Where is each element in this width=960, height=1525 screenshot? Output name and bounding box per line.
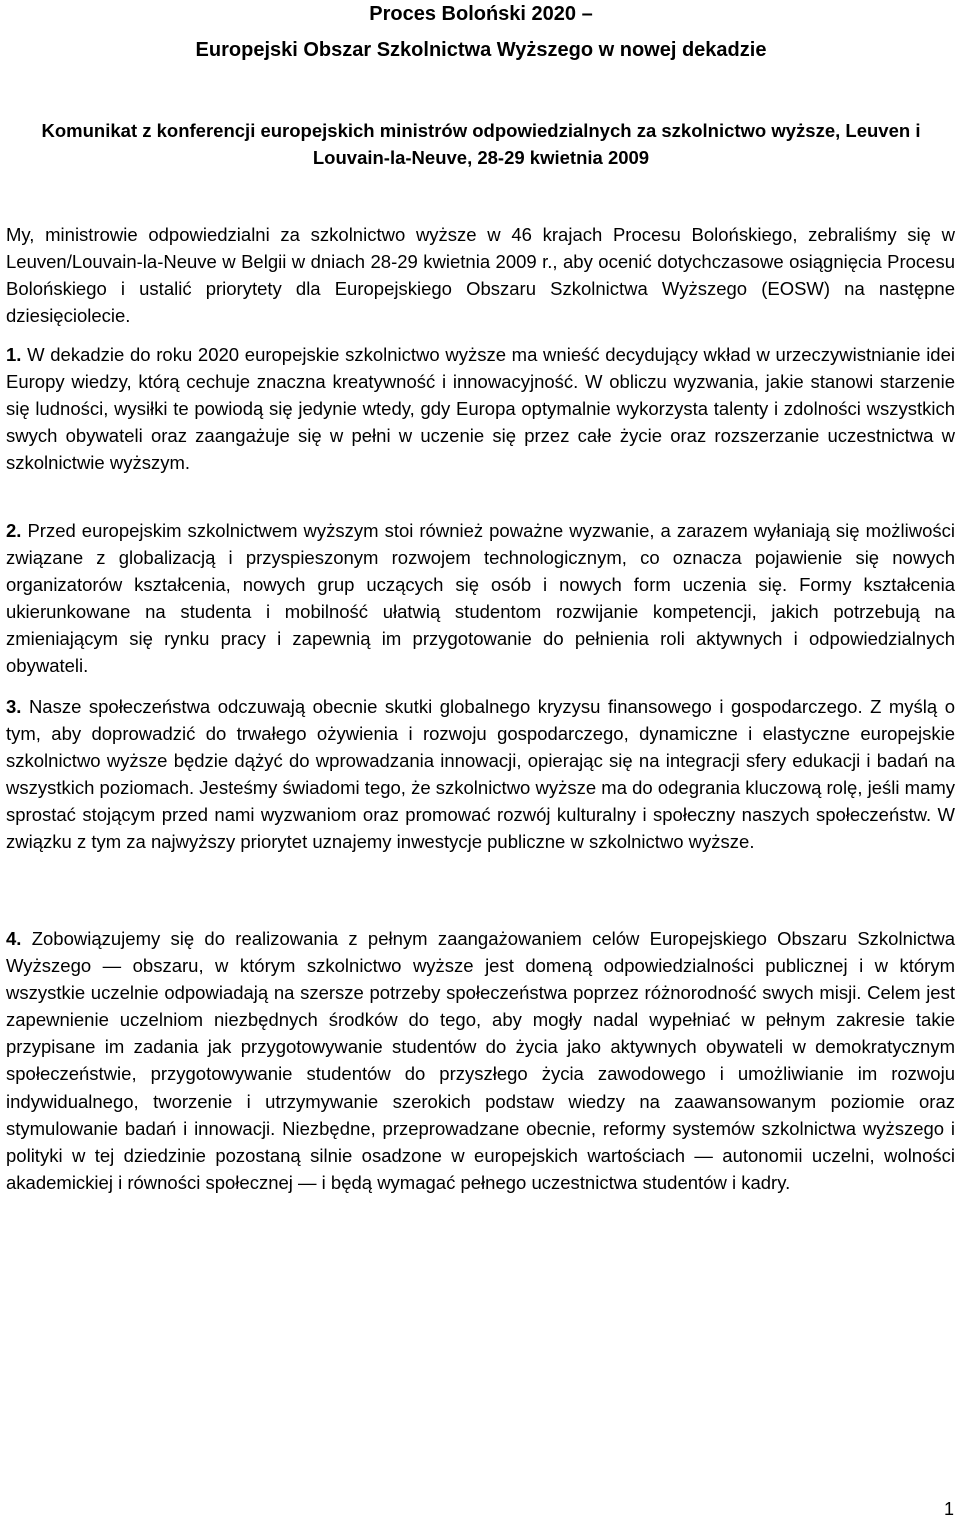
intro-paragraph: My, ministrowie odpowiedzialni za szkolnictwo wyższe w 46 krajach Procesu Bolońskiego, zebraliśmy się w Leuven/Louvain-la-Neuve w Belgii w dniach 28-29 kwietnia 2009 r., aby ocenić dotychczasowe osiągnięcia Procesu Bolońskiego i ustalić priorytety dla Europejskiego Obszaru Szkolnictwa Wyższego (EOSW) na następne dziesięciolecie. [6,224,955,327]
paragraph-number: 4. [6,928,22,949]
document-title-line-2: Europejski Obszar Szkolnictwa Wyższego w nowej dekadzie [195,39,767,61]
page-number: 1 [943,1499,954,1519]
paragraph-number: 2. [6,520,22,541]
numbered-paragraph-2 [6,517,955,680]
document-title: Proces Boloński 2020 – [369,3,593,25]
paragraph-number: 3. [6,696,22,717]
paragraph-number: 1. [6,344,22,365]
paragraph-text: Nasze społeczeństwa odczuwają obecnie skutki globalnego kryzysu finansowego i gospodarczego. Z myślą o tym, aby doprowadzić do trwałego ożywienia i rozwoju gospodarczego, dynamiczne i elastyczne europejskie szkolnictwo wyższe będzie dążyć do wprowadzania innowacji, opierając się na integracji sfery edukacji i badań na wszystkich poziomach. Jesteśmy świadomi tego, że szkolnictwo wyższe ma do odegrania kluczową rolę, jeśli mamy sprostać stojącym przed nami wyzwaniom oraz promować rozwój kulturalny i społeczny naszych społeczeństw. W związku z tym za najwyższy priorytet uznajemy inwestycje publiczne w szkolnictwo wyższe. [6,696,955,853]
numbered-paragraph-3 [6,693,955,856]
paragraph-text: Zobowiązujemy się do realizowania z pełnym zaangażowaniem celów Europejskiego Obszaru Szkolnictwa Wyższego — obszaru, w którym szkolnictwo wyższe jest domeną odpowiedzialności publicznej i w którym wszystkie uczelnie odpowiadają na szersze potrzeby społeczeństwa poprzez różnorodność swych misji. Celem jest zapewnienie uczelniom niezbędnych środków do tego, aby mogły nadal wypełniać w pełnym zakresie takie przypisane im zadania jak przygotowywanie studentów do życia jako aktywnych obywateli w demokratycznym społeczeństwie, przygotowywanie studentów do przyszłego życia zawodowego i umożliwianie im rozwoju indywidualnego, tworzenie i utrzymywanie szerokich podstaw wiedzy na zaawansowanym poziomie oraz stymulowanie badań i innowacji. Niezbędne, przeprowadzane obecnie, reformy systemów szkolnictwa wyższego i polityki w tej dziedzinie pozostaną silnie osadzone w europejskich wartościach — autonomii uczelni, wolności akademickiej i równości społecznej — i będą wymagać pełnego uczestnictwa studentów i kadry. [6,928,956,1193]
document-subtitle: Komunikat z konferencji europejskich ministrów odpowiedzialnych za szkolnictwo wyższe, Leuven i Louvain-la-Neuve, 28-29 kwietnia 2009 [41,120,921,168]
paragraph-text: Przed europejskim szkolnictwem wyższym stoi również poważne wyzwanie, a zarazem wyłaniają się możliwości związane z globalizacją i przyspieszonym rozwojem technologicznym, co oznacza pojawienie się nowych organizatorów kształcenia, nowych grup uczących się osób i nowych form uczenia się. Formy kształcenia ukierunkowane na studenta i mobilność ułatwią studentom rozwijanie kompetencji, jakich potrzebują na zmieniającym się rynku pracy i zapewnią im przygotowanie do pełnienia roli aktywnych i odpowiedzialnych obywateli. [6,520,955,677]
paragraph-text: W dekadzie do roku 2020 europejskie szkolnictwo wyższe ma wnieść decydujący wkład w urzeczywistnianie idei Europy wiedzy, którą cechuje znaczna kreatywność i innowacyjność. W obliczu wyzwania, jakie stanowi starzenie się ludności, wysiłki te powiodą się jedynie wtedy, gdy Europa optymalnie wykorzysta talenty i zdolności wszystkich swych obywateli oraz zaangażuje się w pełni w uczenie się przez całe życie oraz rozszerzanie uczestnictwa w szkolnictwie wyższym. [6,344,955,474]
numbered-paragraph-4 [6,925,955,1196]
numbered-paragraph-1 [6,341,955,476]
